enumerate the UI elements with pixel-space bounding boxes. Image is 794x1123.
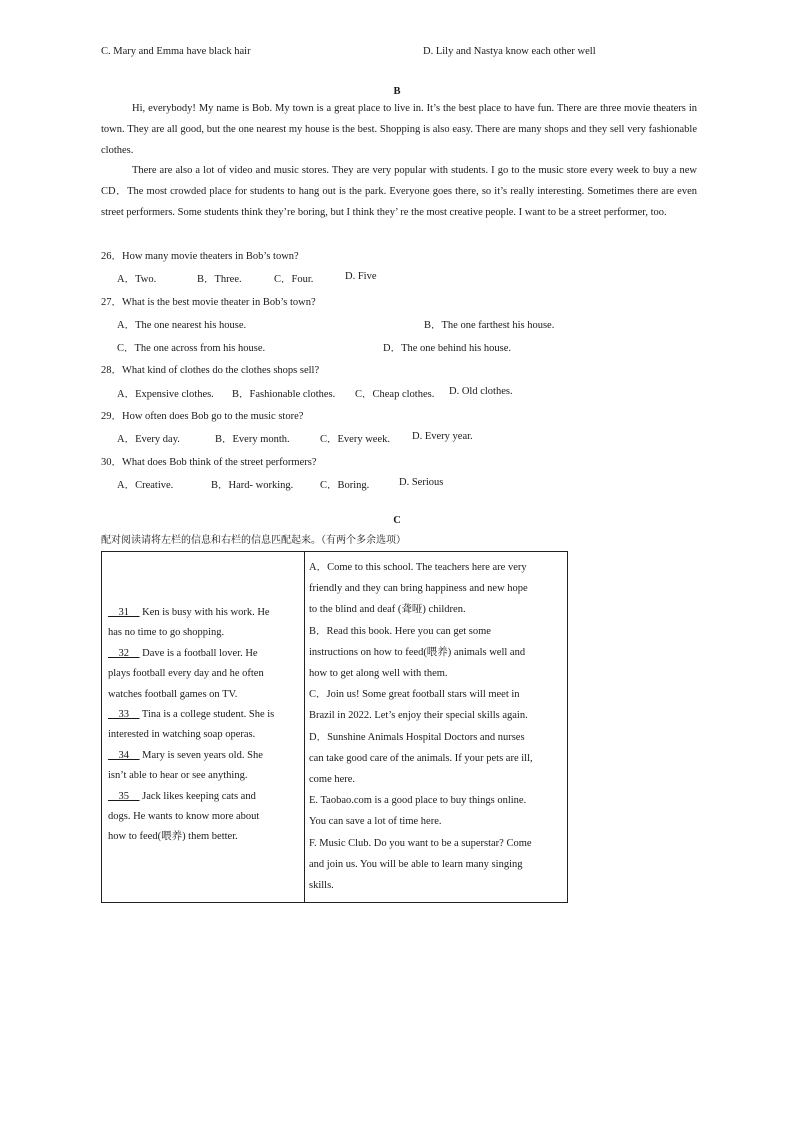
right-option-line: F. Music Club. Do you want to be a superstar? Come xyxy=(309,837,532,849)
right-option-line: instructions on how to feed(喂养) animals well and xyxy=(309,646,526,658)
left-item-line xyxy=(108,725,298,745)
left-item-line xyxy=(108,644,298,664)
left-item-line xyxy=(108,664,298,684)
q27-option-c: C．The one across from his house. xyxy=(117,343,266,354)
question-26: 26．How many movie theaters in Bob’s town? xyxy=(101,251,299,262)
question-29: 29．How often does Bob go to the music store? xyxy=(101,411,304,422)
q26-option-c: C．Four. xyxy=(274,274,314,285)
right-option-line: E. Taobao.com is a good place to buy things online. xyxy=(309,795,527,807)
answer-blank[interactable]: __32__ xyxy=(108,647,140,659)
left-item-line xyxy=(108,685,298,705)
question-28: 28．What kind of clothes do the clothes shops sell? xyxy=(101,365,320,376)
left-item-text: Ken is busy with his work. He xyxy=(139,607,270,618)
question-27: 27．What is the best movie theater in Bob’s town? xyxy=(101,297,316,308)
q27-option-d: D．The one behind his house. xyxy=(383,343,512,354)
option-d-previous: D. Lily and Nastya know each other well xyxy=(423,46,596,57)
right-option-line: to the blind and deaf (聋哑) children. xyxy=(309,604,466,616)
section-b-title: B xyxy=(393,86,401,97)
q27-option-b: B．The one farthest his house. xyxy=(424,320,555,331)
right-option-line: can take good care of the animals. If your pets are ill, xyxy=(309,752,533,764)
right-column-options xyxy=(309,557,562,896)
left-item-line xyxy=(108,787,298,807)
matching-instruction: 配对阅读请将左栏的信息和右栏的信息匹配起来。（有两个多余选项） xyxy=(101,535,406,546)
left-item-text: dogs. He wants to know more about xyxy=(108,811,260,823)
answer-blank[interactable]: __33__ xyxy=(108,709,140,721)
passage-paragraph-1: Hi, everybody! My name is Bob. My town is a great place to live in. It’s the best place to have fun. There are three movie theaters in town. They are all good, but the one nearest my house is the best. Shopping is also easy. There are many shops and they sell very fashionable clothes. xyxy=(101,103,697,156)
left-item-text: has no time to go shopping. xyxy=(108,627,225,639)
answer-blank[interactable]: __31__ xyxy=(108,607,140,618)
left-item-text: how to feed(喂养) them better. xyxy=(108,831,238,843)
left-item-line xyxy=(108,603,298,623)
answer-blank[interactable]: __34__ xyxy=(108,749,140,761)
answer-blank[interactable]: __35__ xyxy=(108,790,140,802)
left-item-line xyxy=(108,827,298,847)
left-column-items xyxy=(108,603,298,848)
right-option-line: You can save a lot of time here. xyxy=(309,816,442,828)
q26-option-d: D. Five xyxy=(345,271,377,282)
right-option-line: and join us. You will be able to learn many singing xyxy=(309,858,523,870)
q26-option-a: A．Two. xyxy=(117,274,157,285)
q30-option-b: B．Hard- working. xyxy=(211,480,294,491)
left-item-text: Mary is seven years old. She xyxy=(139,749,263,761)
left-item-line xyxy=(108,766,298,786)
q26-option-b: B．Three. xyxy=(197,274,242,285)
q30-option-d: D. Serious xyxy=(399,477,444,488)
q30-option-c: C．Boring. xyxy=(320,480,370,491)
left-item-text: watches football games on TV. xyxy=(108,688,238,700)
left-item-line xyxy=(108,623,298,643)
right-option-line: skills. xyxy=(309,880,334,892)
right-option-line: friendly and they can bring happiness and new hope xyxy=(309,583,528,595)
q28-option-c: C．Cheap clothes. xyxy=(355,389,435,400)
right-option-line: C．Join us! Some great football stars will meet in xyxy=(309,689,520,701)
passage-paragraph-2: There are also a lot of video and music stores. They are very popular with students. I go to the music store every week to buy a new CD．The most crowded place for students to hang out is the park. Everyone goes there, so it’s really interesting. Sometimes there are even street performers. Some students think they’re boring, but I think they’ re the most creative people. I want to be a street performer, too. xyxy=(101,165,697,218)
q29-option-c: C．Every week. xyxy=(320,434,390,445)
q28-option-b: B．Fashionable clothes. xyxy=(232,389,336,400)
right-option-line: Brazil in 2022. Let’s enjoy their special skills again. xyxy=(309,710,528,722)
option-c-previous: C. Mary and Emma have black hair xyxy=(101,46,251,57)
q28-option-a: A．Expensive clothes. xyxy=(117,389,214,400)
left-item-text: Jack likes keeping cats and xyxy=(139,790,256,802)
q29-option-a: A．Every day. xyxy=(117,434,180,445)
q28-option-d: D. Old clothes. xyxy=(449,386,513,397)
left-item-text: plays football every day and he often xyxy=(108,668,264,680)
table-column-divider xyxy=(304,552,305,902)
left-item-text: interested in watching soap operas. xyxy=(108,729,256,741)
q29-option-b: B．Every month. xyxy=(215,434,290,445)
left-item-text: Dave is a football lover. He xyxy=(139,647,258,659)
left-item-line xyxy=(108,705,298,725)
question-30: 30．What does Bob think of the street performers? xyxy=(101,457,317,468)
right-option-line: how to get along well with them. xyxy=(309,668,448,680)
matching-table xyxy=(101,551,568,903)
left-item-text: Tina is a college student. She is xyxy=(139,709,275,721)
right-option-line: A．Come to this school. The teachers here are very xyxy=(309,562,527,573)
right-option-line: B．Read this book. Here you can get some xyxy=(309,625,491,637)
q27-option-a: A．The one nearest his house. xyxy=(117,320,247,331)
q30-option-a: A．Creative. xyxy=(117,480,174,491)
right-option-line: D．Sunshine Animals Hospital Doctors and nurses xyxy=(309,731,525,743)
q29-option-d: D. Every year. xyxy=(412,431,473,442)
section-c-title: C xyxy=(393,515,401,526)
left-item-text: isn’t able to hear or see anything. xyxy=(108,770,248,782)
left-item-line xyxy=(108,746,298,766)
left-item-line xyxy=(108,807,298,827)
right-option-line: come here. xyxy=(309,774,356,786)
